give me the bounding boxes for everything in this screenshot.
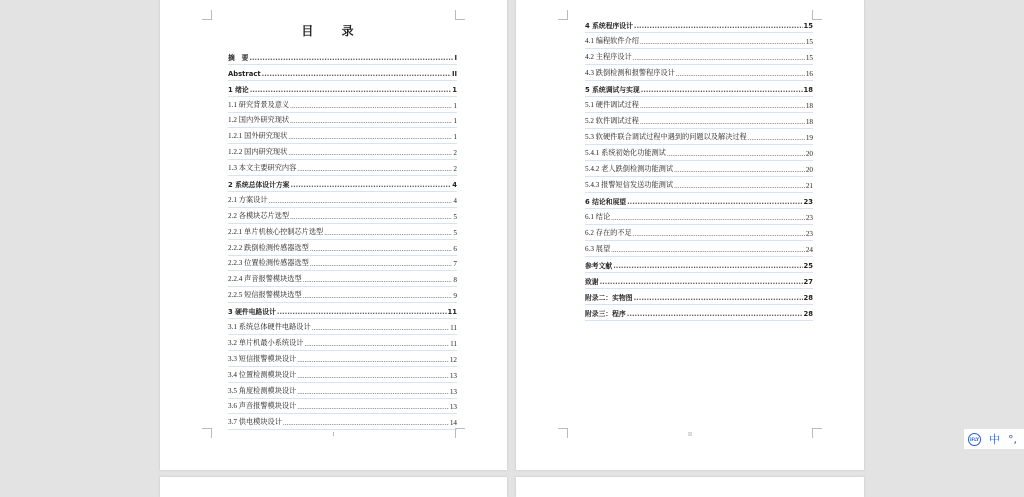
toc-entry-title: 6.1 结论 (585, 213, 611, 221)
toc-entry-page: 13 (449, 387, 457, 396)
toc-entry[interactable] (228, 351, 457, 367)
toc-entry-title: 2.2.1 单片机核心控制芯片选型 (228, 227, 324, 236)
toc-leader (297, 372, 449, 380)
toc-entry[interactable] (585, 129, 813, 145)
toc-leader (277, 308, 447, 316)
toc-entry-page: 1 (452, 85, 457, 94)
toc-leader (640, 118, 805, 126)
toc-entry-title: 2.2 各模块芯片选型 (228, 211, 290, 220)
toc-entry-title: 参考文献 (585, 262, 613, 270)
toc-entry[interactable] (228, 240, 457, 256)
toc-entry-page: 1 (453, 117, 457, 126)
toc-leader (634, 22, 803, 30)
toc-entry-page: 15 (805, 38, 813, 46)
toc-entry[interactable] (228, 49, 457, 65)
toc-entry-page: 28 (803, 310, 813, 318)
toc-leader (640, 38, 805, 46)
toc-entry-title: 5.4.3 报警短信发送功能测试 (585, 181, 674, 189)
toc-entry-title: 6.3 展望 (585, 245, 611, 253)
toc-entry-page: 4 (453, 196, 457, 205)
toc-leader (611, 246, 805, 254)
toc-leader (290, 102, 452, 110)
page-number: II (688, 432, 692, 438)
toc-leader (611, 214, 805, 222)
toc-entry-page: 27 (803, 278, 813, 286)
toc-leader (290, 117, 452, 125)
document-page-4 (516, 477, 864, 497)
toc-entry-title: 附录三：程序 (585, 310, 626, 318)
toc-leader (641, 86, 803, 94)
toc-leader (324, 229, 452, 237)
toc-leader (303, 292, 453, 300)
toc-entry-page: 13 (449, 403, 457, 412)
toc-entry[interactable] (228, 224, 457, 240)
page-corner-mark (812, 10, 822, 20)
toc-leader (748, 134, 805, 142)
toc-entry[interactable] (228, 287, 457, 303)
toc-leader (249, 54, 453, 62)
toc-entry-title: 2.2.4 声音报警模块选型 (228, 275, 302, 284)
toc-leader (600, 278, 803, 286)
toc-title: 目 录 (301, 24, 366, 38)
toc-leader (640, 102, 805, 110)
toc-entry-page: 18 (803, 86, 813, 94)
toc-entry-title: Abstract (228, 69, 261, 78)
toc-entry-page: 4 (452, 181, 457, 190)
document-page-3 (160, 477, 507, 497)
page-corner-mark (812, 428, 822, 438)
toc-leader (297, 388, 449, 396)
toc-entry-page: 15 (803, 22, 813, 30)
toc-entry[interactable] (228, 160, 457, 176)
toc-leader (310, 260, 453, 268)
toc-entry-page: I (454, 53, 457, 62)
toc-entry-page: 18 (805, 102, 813, 110)
toc-entry-title: 3.4 位置检测模块设计 (228, 370, 297, 379)
page-corner-mark (455, 428, 465, 438)
ime-toolbar[interactable] (964, 429, 1024, 449)
toc-leader (674, 182, 805, 190)
toc-leader (297, 356, 449, 364)
toc-entry-page: 23 (803, 198, 813, 206)
toc-entry[interactable] (228, 128, 457, 144)
toc-entry-title: 2 系统总体设计方案 (228, 181, 290, 190)
toc-entry[interactable] (228, 65, 457, 81)
toc-entry-page: 23 (805, 230, 813, 238)
toc-entry[interactable] (585, 273, 813, 289)
toc-entry[interactable] (228, 97, 457, 113)
toc-entry[interactable] (585, 289, 813, 305)
toc-entry[interactable] (585, 193, 813, 209)
toc-entry[interactable] (585, 209, 813, 225)
toc-entry[interactable] (585, 17, 813, 33)
toc-leader (297, 403, 449, 411)
toc-entry-page: 24 (805, 246, 813, 254)
toc-entry[interactable] (228, 271, 457, 287)
toc-entry-title: 致谢 (585, 278, 599, 286)
toc-leader (283, 419, 449, 427)
toc-entry-title: 4.3 跌倒检测和报警程序设计 (585, 69, 675, 77)
toc-entry[interactable] (585, 49, 813, 65)
ime-mode-toggle[interactable]: 中 (989, 433, 1000, 446)
toc-entry-title: 5 系统调试与实现 (585, 86, 640, 94)
toc-entry-title: 2.2.5 短信报警模块选型 (228, 291, 302, 300)
toc-entry-title: 1.2.2 国内研究现状 (228, 148, 288, 157)
page-corner-mark (455, 10, 465, 20)
toc-entry[interactable] (228, 399, 457, 415)
toc-entry-title: 1 绪论 (228, 85, 249, 94)
toc-entry-title: 摘 要 (228, 53, 249, 62)
toc-leader (312, 324, 449, 332)
toc-entry-title: 3.1 系统总体硬件电路设计 (228, 323, 311, 332)
toc-leader (667, 150, 805, 158)
toc-entry[interactable] (228, 383, 457, 399)
toc-entry-page: 11 (450, 339, 457, 348)
toc-entry-page: 5 (453, 228, 457, 237)
toc-entry-title: 4 系统程序设计 (585, 22, 633, 30)
toc-entry[interactable] (585, 97, 813, 113)
toc-entry-title: 4.2 主程序设计 (585, 53, 632, 61)
toc-entry-title: 3 硬件电路设计 (228, 308, 276, 317)
toc-entry-page: 12 (449, 355, 457, 364)
toc-entry-title: 3.7 供电模块设计 (228, 418, 282, 427)
toc-leader (297, 165, 452, 173)
toc-leader (250, 86, 452, 94)
toc-entry[interactable] (228, 367, 457, 383)
toc-leader (676, 70, 805, 78)
ime-logo-icon[interactable]: iFLY (968, 433, 981, 446)
toc-leader (290, 213, 452, 221)
toc-entry[interactable] (228, 176, 457, 192)
toc-entry-title: 4.1 编程软件介绍 (585, 37, 639, 45)
toc-leader (627, 310, 803, 318)
toc-leader (633, 230, 805, 238)
toc-entry-page: 25 (803, 262, 813, 270)
toc-entry-title: 5.1 硬件调试过程 (585, 101, 639, 109)
toc-entry-page: 23 (805, 214, 813, 222)
toc-entry-title: 2.2.3 位置检测传感器选型 (228, 259, 309, 268)
toc-entry-title: 2.2.2 跌倒检测传感器选型 (228, 243, 309, 252)
page-corner-mark (202, 10, 212, 20)
toc-entry-title: 3.3 短信报警模块设计 (228, 354, 297, 363)
toc-list (585, 17, 813, 321)
toc-entry-page: 2 (453, 149, 457, 158)
toc-leader (613, 262, 802, 270)
toc-entry[interactable] (585, 177, 813, 193)
toc-entry-title: 6.2 存在的不足 (585, 229, 632, 237)
toc-entry-title: 3.6 声音报警模块设计 (228, 402, 297, 411)
toc-entry-page: 9 (453, 292, 457, 301)
toc-entry[interactable] (228, 303, 457, 319)
toc-entry-page: 6 (453, 244, 457, 253)
toc-leader (633, 54, 805, 62)
toc-leader (303, 276, 453, 284)
toc-leader (634, 294, 803, 302)
toc-entry[interactable] (228, 144, 457, 160)
toc-leader (627, 198, 802, 206)
toc-leader (290, 181, 451, 189)
toc-entry-page: 18 (805, 118, 813, 126)
toc-entry-page: 11 (450, 324, 457, 333)
toc-leader (288, 133, 452, 141)
page-corner-mark (558, 428, 568, 438)
toc-entry-title: 5.4.1 系统初始化功能测试 (585, 149, 666, 157)
toc-entry[interactable] (228, 208, 457, 224)
toc-entry-title: 5.3 软硬件联合调试过程中遇到的问题以及解决过程 (585, 133, 747, 141)
toc-entry-page: 8 (453, 276, 457, 285)
toc-entry-page: 28 (803, 294, 813, 302)
toc-entry-page: 1 (453, 133, 457, 142)
toc-leader (269, 197, 453, 205)
toc-entry-page: II (451, 69, 457, 78)
toc-entry-title: 1.3 本文主要研究内容 (228, 164, 297, 173)
toc-entry[interactable] (228, 414, 457, 430)
ime-punctuation-toggle[interactable]: °, (1008, 432, 1017, 446)
toc-entry[interactable] (228, 192, 457, 208)
toc-entry[interactable] (228, 81, 457, 97)
toc-entry-title: 5.2 软件调试过程 (585, 117, 639, 125)
toc-leader (310, 245, 453, 253)
toc-entry-page: 2 (453, 165, 457, 174)
toc-list (228, 49, 457, 430)
toc-entry-page: 7 (453, 260, 457, 269)
toc-entry-page: 20 (805, 150, 813, 158)
toc-entry-page: 15 (805, 54, 813, 62)
toc-entry-page: 14 (449, 419, 457, 428)
toc-entry[interactable] (585, 161, 813, 177)
toc-leader (304, 340, 449, 348)
toc-entry-page: 19 (805, 134, 813, 142)
toc-leader (262, 70, 451, 78)
page-number: I (332, 432, 335, 438)
toc-entry-title: 3.2 单片机最小系统设计 (228, 338, 304, 347)
toc-entry[interactable] (585, 305, 813, 321)
toc-entry[interactable] (585, 225, 813, 241)
toc-entry-page: 21 (805, 182, 813, 190)
toc-leader (288, 149, 452, 157)
toc-entry[interactable] (228, 113, 457, 129)
toc-entry[interactable] (585, 33, 813, 49)
page-corner-mark (558, 10, 568, 20)
toc-entry-title: 1.2.1 国外研究现状 (228, 132, 288, 141)
toc-entry-page: 1 (453, 101, 457, 110)
toc-entry[interactable] (585, 81, 813, 97)
toc-entry-page: 5 (453, 212, 457, 221)
toc-entry[interactable] (585, 241, 813, 257)
toc-leader (674, 166, 805, 174)
toc-entry-page: 11 (447, 308, 457, 317)
toc-entry-page: 20 (805, 166, 813, 174)
toc-entry[interactable] (228, 335, 457, 351)
toc-entry-page: 16 (805, 70, 813, 78)
toc-entry[interactable] (585, 257, 813, 273)
toc-entry[interactable] (585, 145, 813, 161)
toc-entry[interactable] (228, 256, 457, 272)
toc-entry-title: 2.1 方案设计 (228, 195, 268, 204)
toc-entry-title: 3.5 角度检测模块设计 (228, 386, 297, 395)
document-page-2 (516, 0, 864, 470)
page-corner-mark (202, 428, 212, 438)
toc-entry[interactable] (585, 113, 813, 129)
document-page-1 (160, 0, 507, 470)
toc-entry-title: 附录二：实物图 (585, 294, 633, 302)
toc-entry-title: 1.2 国内外研究现状 (228, 116, 290, 125)
toc-entry-page: 13 (449, 371, 457, 380)
toc-entry-title: 6 结论和展望 (585, 198, 627, 206)
toc-entry-title: 1.1 研究背景及意义 (228, 100, 290, 109)
toc-entry[interactable] (228, 319, 457, 335)
toc-entry-title: 5.4.2 老人跌倒检测功能测试 (585, 165, 674, 173)
toc-entry[interactable] (585, 65, 813, 81)
